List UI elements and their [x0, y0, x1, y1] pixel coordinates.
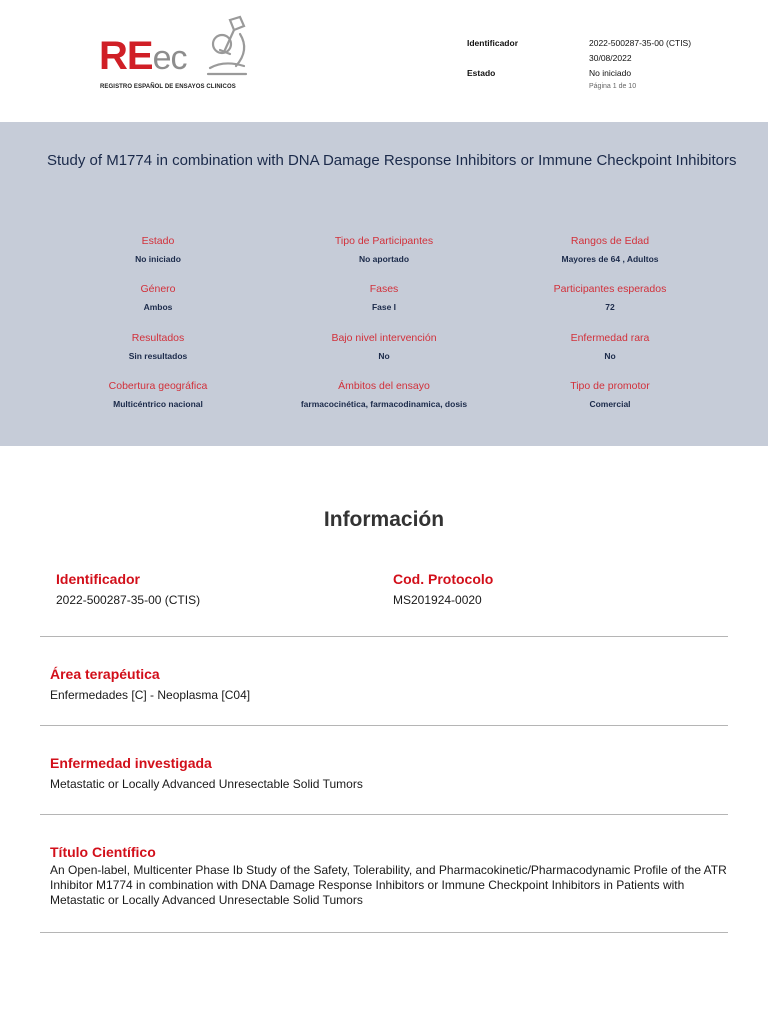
summary-label: Tipo de Participantes — [334, 235, 434, 247]
header-date: 30/08/2022 — [589, 53, 632, 63]
summary-label: Bajo nivel intervención — [331, 332, 437, 344]
summary-band — [0, 122, 768, 446]
summary-cell-rangos-edad — [495, 235, 725, 264]
summary-value: Sin resultados — [128, 351, 188, 361]
summary-value: Mayores de 64 , Adultos — [561, 254, 659, 264]
summary-value: farmacocinética, farmacodinamica, dosis — [300, 399, 468, 409]
summary-label: Enfermedad rara — [570, 332, 650, 344]
field-label: Enfermedad investigada — [50, 755, 212, 771]
field-label: Cod. Protocolo — [393, 571, 494, 587]
divider — [40, 814, 728, 815]
estado-value: No iniciado — [589, 68, 632, 78]
summary-label: Ámbitos del ensayo — [338, 380, 430, 392]
summary-cell-tipo-participantes — [269, 235, 499, 264]
summary-value: Multicéntrico nacional — [113, 399, 203, 409]
summary-cell-enfermedad-rara — [495, 332, 725, 361]
field-value: MS201924-0020 — [393, 593, 482, 607]
field-titulo-cientifico — [50, 844, 730, 908]
field-label: Título Científico — [50, 844, 156, 860]
field-value: Enfermedades [C] - Neoplasma [C04] — [50, 688, 251, 702]
summary-value: 72 — [605, 302, 615, 312]
summary-cell-tipo-promotor — [495, 380, 725, 409]
summary-cell-ambitos — [269, 380, 499, 409]
page-header — [0, 0, 768, 122]
reec-logo — [96, 14, 256, 94]
field-label: Identificador — [56, 571, 141, 587]
summary-value: No aportado — [358, 254, 410, 264]
summary-cell-estado — [43, 235, 273, 264]
summary-cell-genero — [43, 283, 273, 312]
field-area-terapeutica — [50, 666, 250, 703]
summary-cell-fases — [269, 283, 499, 312]
identificador-value: 2022-500287-35-00 (CTIS) — [589, 38, 692, 48]
identificador-label: Identificador — [467, 38, 519, 48]
study-title: Study of M1774 in combination with DNA Damage Response Inhibitors or Immune Checkpoint Inhibitors — [47, 152, 737, 169]
summary-cell-bajo-nivel — [269, 332, 499, 361]
summary-label: Tipo de promotor — [570, 380, 650, 392]
field-label: Área terapéutica — [50, 666, 160, 682]
divider — [40, 932, 728, 933]
summary-value: Ambos — [143, 302, 173, 312]
field-value: 2022-500287-35-00 (CTIS) — [56, 593, 201, 607]
estado-label: Estado — [467, 68, 496, 78]
logo-wordmark: REec — [99, 34, 187, 78]
summary-value: Comercial — [589, 399, 631, 409]
logo-subtitle: REGISTRO ESPAÑOL DE ENSAYOS CLINICOS — [100, 84, 236, 90]
summary-value: No — [604, 351, 616, 361]
summary-cell-cobertura — [43, 380, 273, 409]
field-value: An Open-label, Multicenter Phase Ib Study of the Safety, Tolerability, and Pharmacokinetic/Pharmacodynamic Profile of the ATR Inhibitor M1774 in combination with DNA Damage Response Inhibitors or Immune Checkpoint Inhibitors in Patients with Metastatic or Locally Advanced Unresectable Solid Tumors — [50, 863, 727, 907]
summary-label: Cobertura geográfica — [108, 380, 208, 392]
summary-value: No iniciado — [135, 254, 181, 264]
info-heading: Información — [323, 508, 445, 531]
field-cod-protocolo — [393, 571, 493, 608]
page-number: Página 1 de 10 — [589, 83, 637, 90]
field-enfermedad-investigada — [50, 755, 363, 792]
summary-label: Participantes esperados — [553, 283, 667, 295]
summary-cell-participantes-esperados — [495, 283, 725, 312]
summary-value: No — [378, 351, 390, 361]
summary-label: Resultados — [131, 332, 185, 344]
summary-label: Fases — [369, 283, 399, 295]
microscope-icon — [200, 14, 254, 80]
summary-value: Fase I — [371, 302, 397, 312]
field-identificador — [56, 571, 200, 608]
summary-cell-resultados — [43, 332, 273, 361]
summary-label: Género — [140, 283, 176, 295]
field-value: Metastatic or Locally Advanced Unresectable Solid Tumors — [50, 777, 363, 791]
summary-label: Rangos de Edad — [570, 235, 650, 247]
divider — [40, 725, 728, 726]
divider — [40, 636, 728, 637]
summary-label: Estado — [141, 235, 175, 247]
